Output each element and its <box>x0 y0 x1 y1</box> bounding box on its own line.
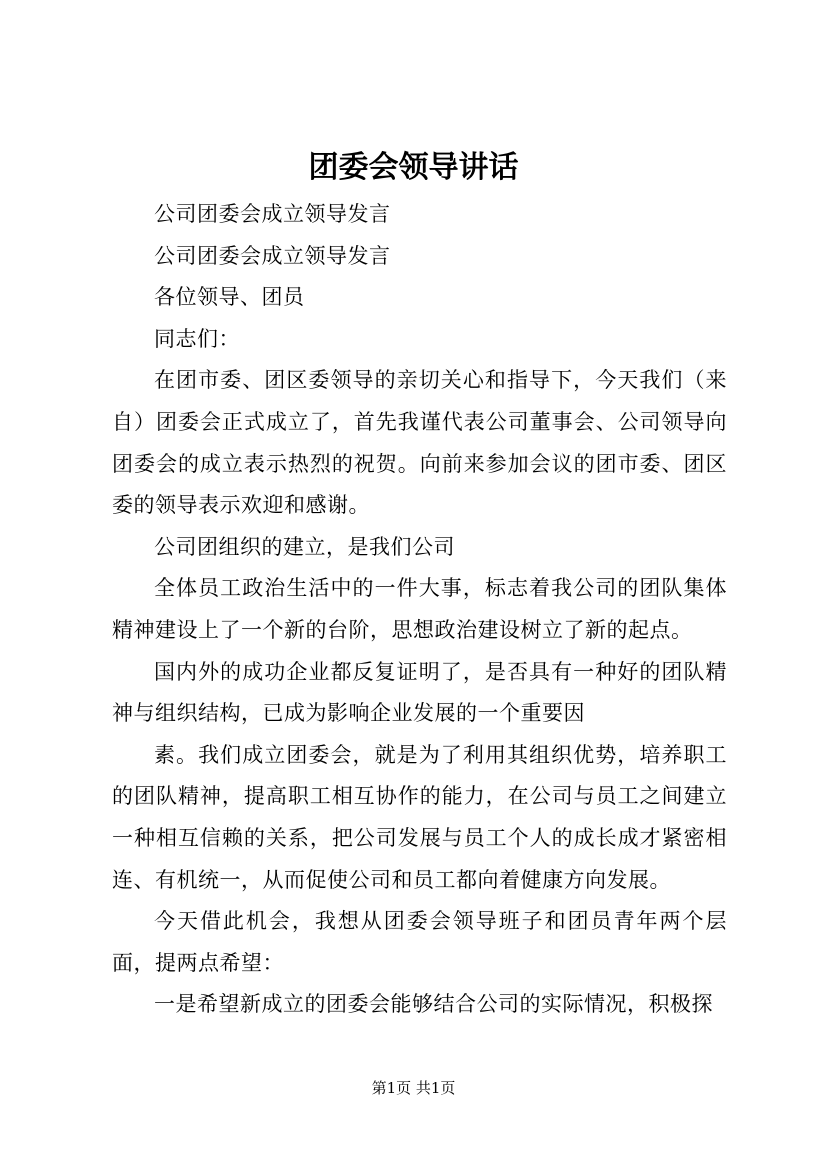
document-title: 团委会领导讲话 <box>308 150 519 185</box>
page-footer: 第1页 共1页 <box>371 1079 456 1097</box>
paragraph: 全体员工政治生活中的一件大事，标志着我公司的团队集体精神建设上了一个新的台阶，思想政治建设树立了新的起点。 <box>112 576 727 642</box>
paragraph: 在团市委、团区委领导的亲切关心和指导下，今天我们（来自）团委会正式成立了，首先我谨代表公司董事会、公司领导向团委会的成立表示热烈的祝贺。向前来参加会议的团市委、团区委的领导表示欢迎和感谢。 <box>112 368 727 518</box>
paragraph: 国内外的成功企业都反复证明了，是否具有一种好的团队精神与组织结构，已成为影响企业发展的一个重要因 <box>112 659 727 726</box>
document-body <box>112 194 727 1026</box>
paragraph: 公司团委会成立领导发言 <box>154 243 391 268</box>
paragraph: 今天借此机会，我想从团委会领导班子和团员青年两个层面，提两点希望： <box>112 909 727 975</box>
paragraph: 公司团委会成立领导发言 <box>154 202 391 226</box>
paragraph: 各位领导、团员 <box>154 285 305 310</box>
paragraph: 素。我们成立团委会，就是为了利用其组织优势，培养职工的团队精神，提高职工相互协作的能力，在公司与员工之间建立一种相互信赖的关系，把公司发展与员工个人的成长成才紧密相连、有机统一，从而促使公司和员工都向着健康方向发展。 <box>112 742 727 892</box>
paragraph: 公司团组织的建立，是我们公司 <box>154 534 455 559</box>
paragraph: 同志们： <box>154 326 240 351</box>
paragraph: 一是希望新成立的团委会能够结合公司的实际情况，积极探 <box>154 992 713 1017</box>
